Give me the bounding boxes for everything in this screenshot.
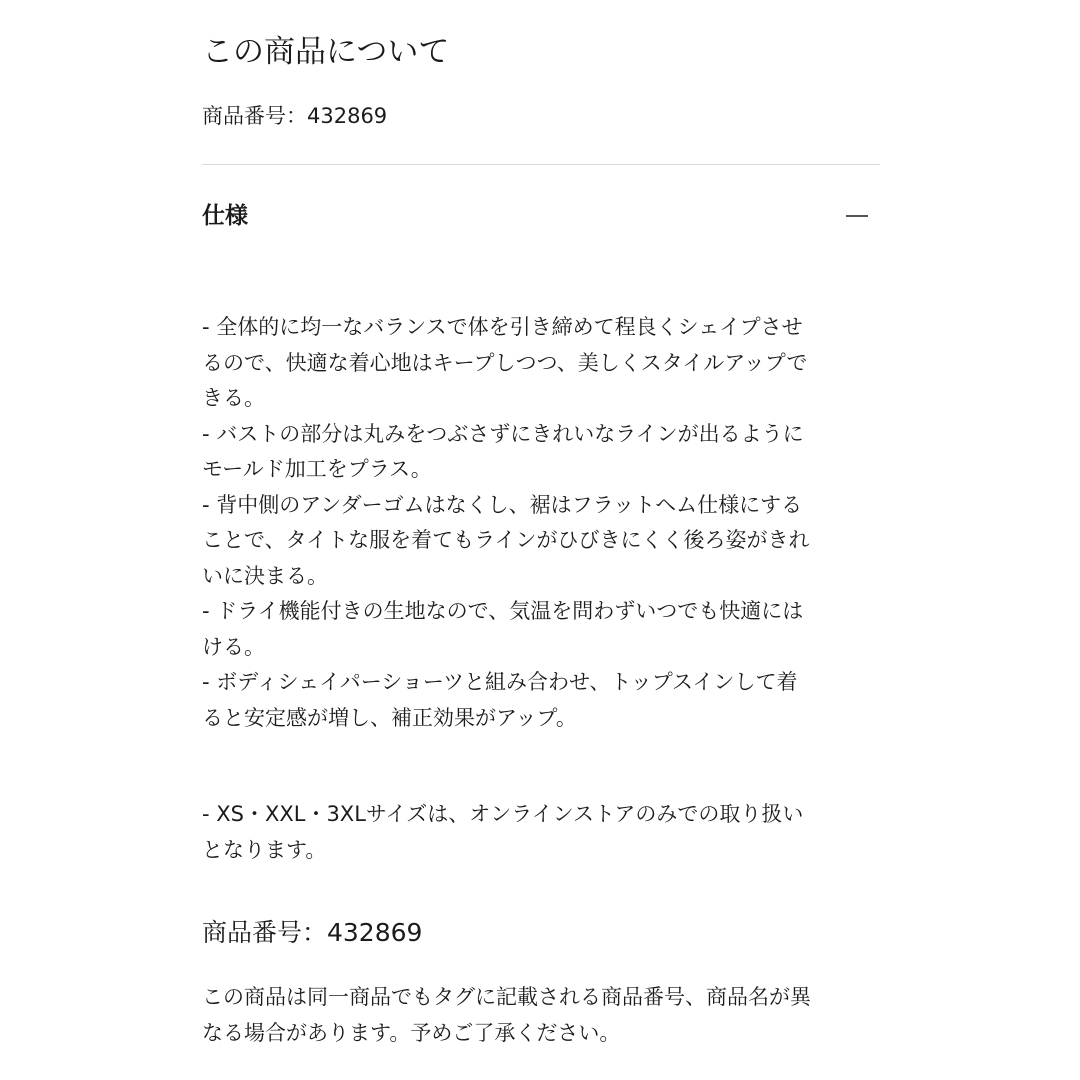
minus-icon[interactable] [846, 215, 868, 217]
spec-line: ると安定感が増し、補正効果がアップ。 [202, 705, 577, 730]
spec-line: - バストの部分は丸みをつぶさずにきれいなラインが出るように [202, 421, 804, 446]
product-number: 商品番号：432869 [202, 104, 388, 128]
spec-description [202, 310, 880, 736]
spec-line: ける。 [202, 634, 265, 659]
spec-line: - ドライ機能付きの生地なので、気温を問わずいつでも快適には [202, 599, 804, 623]
product-number-large: 商品番号：432869 [202, 918, 423, 947]
disclaimer-line: この商品は同一商品でもタグに記載される商品番号、商品名が異 [202, 985, 811, 1009]
spec-line: ことで、タイトな服を着てもラインがひびきにくく後ろ姿がきれ [202, 528, 810, 552]
spec-line: - 背中側のアンダーゴムはなくし、裾はフラットヘム仕様にする [202, 492, 803, 517]
note-line: - XS・XXL・3XLサイズは、オンラインストアのみでの取り扱い [202, 802, 804, 826]
spec-line: モールド加工をプラス。 [202, 457, 432, 481]
spec-line: - ボディシェイパーショーツと組み合わせ、トップスインして着 [202, 670, 798, 694]
note-line: となります。 [202, 837, 327, 862]
disclaimer [202, 980, 880, 1051]
size-availability-note [202, 797, 880, 868]
spec-line: - 全体的に均一なバランスで体を引き締めて程良くシェイプさせ [202, 315, 803, 339]
spec-line: きる。 [202, 386, 265, 410]
spec-accordion-header[interactable] [202, 196, 880, 236]
spec-line: いに決まる。 [202, 563, 328, 588]
spec-title: 仕様 [202, 203, 248, 229]
divider [202, 164, 880, 165]
disclaimer-line: なる場合があります。予めご了承ください。 [202, 1020, 621, 1045]
spec-line: るので、快適な着心地はキープしつつ、美しくスタイルアップで [202, 350, 808, 375]
section-title: この商品について [202, 34, 450, 70]
